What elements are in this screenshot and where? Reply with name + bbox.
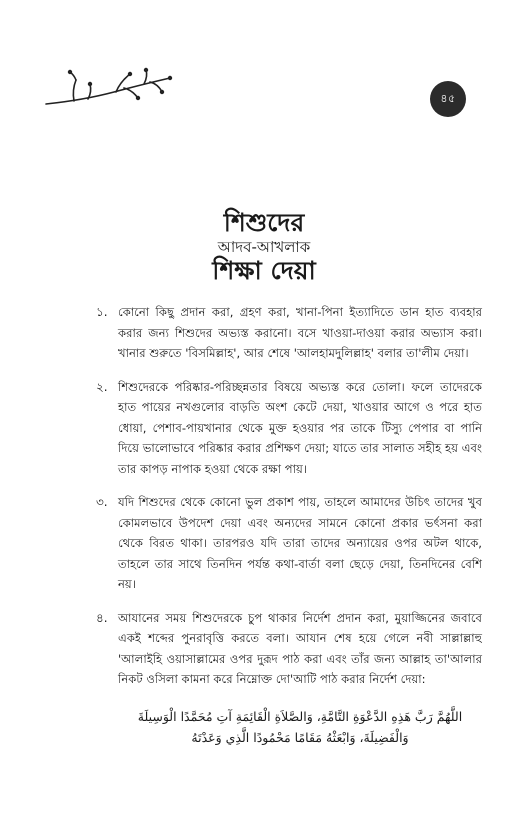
list-item-number: ৩. — [96, 495, 108, 509]
list-item — [96, 492, 482, 595]
title-line-2: আদব-আখলাক — [217, 238, 311, 256]
list-item-text: যদি শিশুদের থেকে কোনো ভুল প্রকাশ পায়, তাহলে আমাদের উচিৎ তাদের খুব কোমলভাবে উপদেশ দেয়া এবং অন্যদের সামনে কোনো প্রকার ভর্ৎসনা করা থেকে বিরত থাকা। তারপরও যদি তারা তাদের অন্যায়ের ওপর অটল থাকে, তাহলে তার সাথে তিনদিন পর্যন্ত কথা-বার্তা বলা ছেড়ে দেয়া, তিনদিনের বেশি নয়। — [118, 495, 482, 591]
list-item-text: আযানের সময় শিশুদেরকে চুপ থাকার নির্দেশ প্রদান করা, মুয়াজ্জিনের জবাবে একই শব্দের পুনরাবৃত্তি করতে বলা। আযান শেষ হয়ে গেলে নবী সাল্লাল্লাহু 'আলাইহি ওয়াসাল্লামের ওপর দুরূদ পাঠ করা এবং তাঁর জন্য আল্লাহ তা'আলার নিকট ওসিলা কামনা করে নিম্নোক্ত দো'আটি পাঠ করার নির্দেশ দেয়া: — [118, 610, 482, 686]
list-item — [96, 377, 482, 480]
list-item — [96, 608, 482, 690]
page-number-badge — [430, 81, 466, 117]
list-item-number: ৪. — [96, 610, 108, 625]
list-item-number: ১. — [96, 305, 108, 319]
dua-line-1: اللَّهُمَّ رَبَّ هَذِهِ الدَّعْوَةِ التَّامَّةِ، وَالصَّلاَةِ الْقَائِمَةِ آتِ مُحَمَّدًا الْوَسِيلَةَ — [137, 709, 463, 724]
title-line-3: শিক্ষা দেয়া — [212, 256, 316, 285]
numbered-list — [96, 302, 482, 703]
title-line-1: শিশুদের — [223, 208, 305, 237]
list-item-text: কোনো কিছু প্রদান করা, গ্রহণ করা, খানা-পিনা ইত্যাদিতে ডান হাত ব্যবহার করার জন্য শিশুদের অভ্যস্ত করানো। বসে খাওয়া-দাওয়া করার অভ্যাস করা। খানার শুরুতে 'বিসমিল্লাহ', আর শেষে 'আলহামদুলিল্লাহ' বলার তা'লীম দেয়া। — [118, 305, 482, 360]
page-number: ৪৫ — [440, 91, 456, 105]
chapter-title — [0, 208, 528, 286]
dua-line-2: وَالْفَضِيلَةَ، وَابْعَثْهُ مَقَامًا مَحْمُودًا الَّذِي وَعَدْتَهُ — [191, 730, 409, 745]
list-item-text: শিশুদেরকে পরিষ্কার-পরিচ্ছন্নতার বিষয়ে অভ্যস্ত করে তোলা। ফলে তাদেরকে হাত পায়ের নখগুলোর বাড়তি অংশ কেটে দেয়া, খাওয়ার আগে ও পরে হাত ধোয়া, পেশাব-পায়খানার থেকে মুক্ত হওয়ার পর তাকে টিস্যু পেপার বা পানি দিয়ে ভালোভাবে পরিষ্কার করার প্রশিক্ষণ দেয়া; যাতে তার সালাত সহীহ হয় এবং তার কাপড় নাপাক হওয়া থেকে রক্ষা পায়। — [118, 379, 482, 476]
arabic-dua — [96, 706, 504, 748]
branch-ornament-icon — [44, 66, 174, 114]
list-item-number: ২. — [96, 379, 108, 394]
list-item — [96, 302, 482, 364]
